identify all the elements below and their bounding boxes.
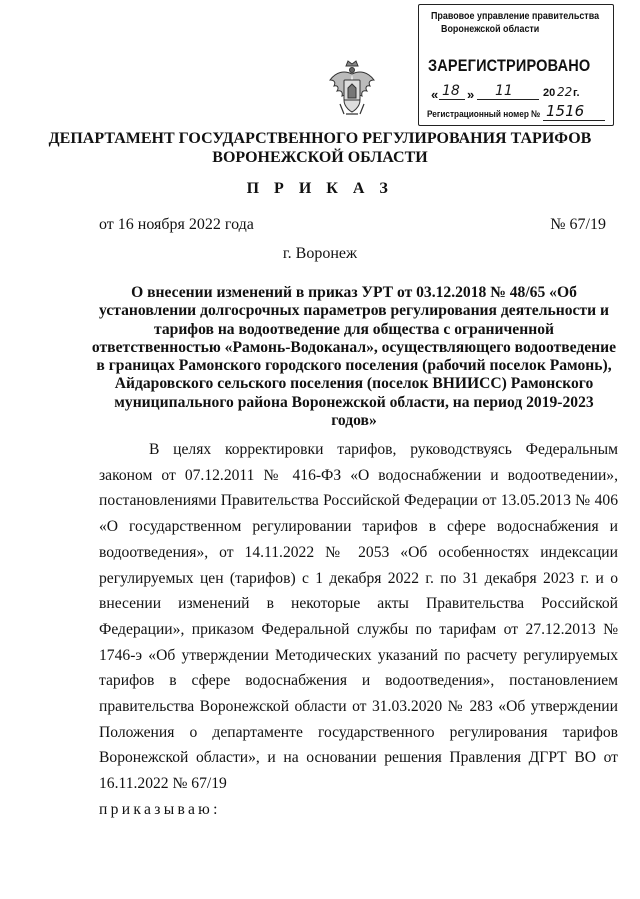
stamp-reg-number: 1516: [546, 102, 585, 120]
stamp-month-line: [477, 99, 539, 100]
stamp-year-suffix: 22: [557, 85, 573, 99]
stamp-reg-label: Регистрационный номер №: [427, 109, 541, 120]
document-type: П Р И К А З: [246, 180, 394, 197]
order-word: приказываю:: [99, 801, 221, 818]
stamp-quote-close: »: [467, 87, 475, 102]
order-city: г. Воронеж: [282, 245, 358, 262]
stamp-authority-line2: Воронежской области: [441, 24, 540, 35]
stamp-year-prefix: 20: [543, 87, 556, 99]
stamp-title: ЗАРЕГИСТРИРОВАНО: [428, 57, 591, 75]
department-name: ДЕПАРТАМЕНТ ГОСУДАРСТВЕННОГО РЕГУЛИРОВАНИЯ ТАРИФОВ ВОРОНЕЖСКОЙ ОБЛАСТИ: [48, 130, 592, 166]
stamp-month: 11: [495, 83, 513, 99]
order-body: [99, 437, 618, 797]
order-number: № 67/19: [550, 216, 606, 233]
stamp-day-line: [439, 99, 465, 100]
stamp-year-unit: г.: [573, 87, 580, 99]
registration-stamp: [418, 4, 614, 126]
preamble-paragraph: В целях корректировки тарифов, руководствуясь Федеральным законом от 07.12.2011 № 416-ФЗ «О водоснабжении и водоотведении», постановлениями Правительства Российской Федерации от 13.05.2013 № 406 «О государственном регулировании тарифов в сфере водоснабжения и водоотведения», от 14.11.2022 № 2053 «Об особенностях индексации регулируемых цен (тарифов) с 1 декабря 2022 г. по 31 декабря 2023 г. и о внесении изменений в некоторые акты Правительства Российской Федерации», приказом Федеральной службы по тарифам от 27.12.2013 № 1746-э «Об утверждении Методических указаний по расчету регулируемых тарифов в сфере водоснабжения и водоотведения», постановлением правительства Воронежской области от 31.03.2020 № 283 «Об утверждении Положения о департаменте государственного регулирования тарифов Воронежской области», и на основании решения Правления ДГРТ ВО от 16.11.2022 № 67/19: [99, 441, 618, 793]
stamp-date: [431, 81, 611, 103]
order-subject: О внесении изменений в приказ УРТ от 03.12.2018 № 48/65 «Об установлении долгосрочных параметров регулирования деятельности и тарифов на водоотведение для общества с ограниченной ответственностью «Рамонь-Водоканал», осуществляющего водоотведение в границах Рамонского городского поселения (рабочий поселок Рамонь), Айдаровского сельского поселения (поселок ВНИИСС) Рамонского муниципального района Воронежской области, на период 2019-2023 годов»: [91, 284, 617, 430]
order-date: от 16 ноября 2022 года: [99, 216, 254, 233]
stamp-quote-open: «: [431, 87, 439, 102]
stamp-reg-line: [543, 120, 605, 121]
coat-of-arms-icon: [326, 58, 378, 120]
stamp-authority-line1: Правовое управление правительства: [431, 11, 600, 22]
stamp-day: 18: [442, 83, 460, 99]
